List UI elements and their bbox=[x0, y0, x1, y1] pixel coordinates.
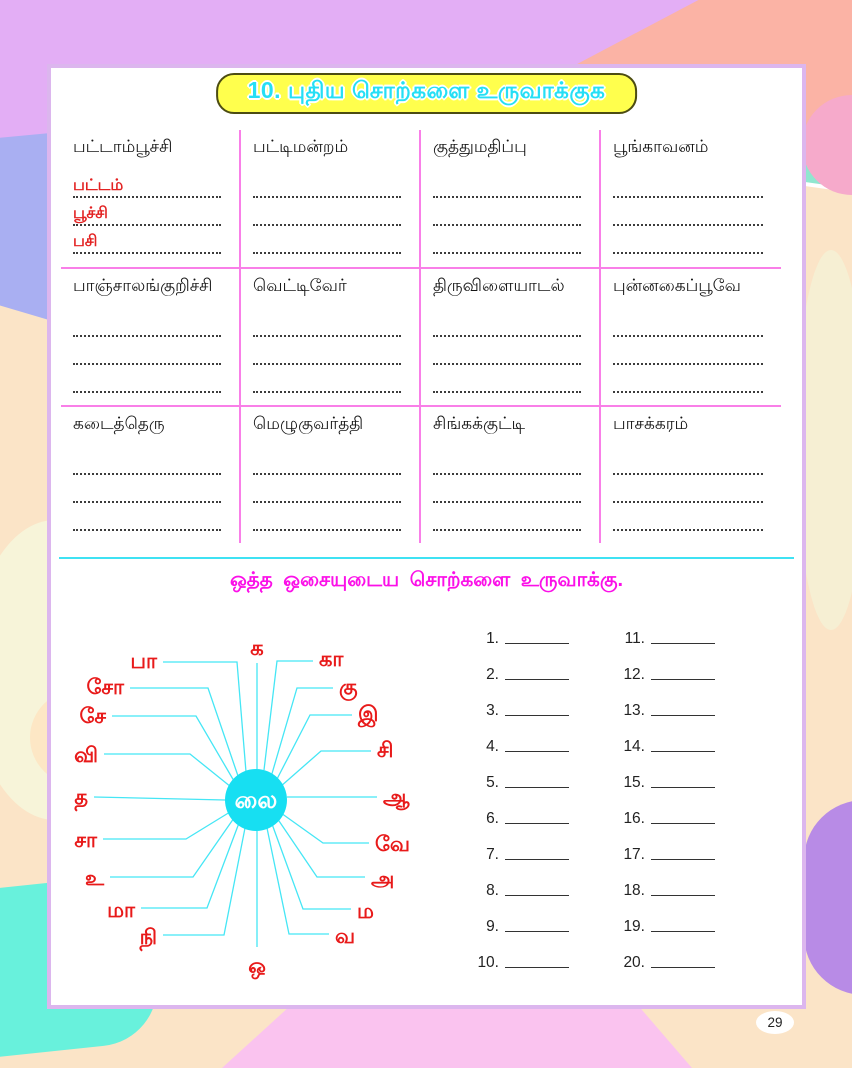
spoke-line bbox=[103, 812, 230, 839]
answer-line bbox=[253, 337, 401, 365]
blank-number: 14. bbox=[623, 738, 645, 755]
blank-item bbox=[471, 698, 569, 720]
blank-line bbox=[651, 787, 715, 788]
answer-line bbox=[433, 198, 581, 226]
blank-line bbox=[505, 823, 569, 824]
answer-line bbox=[433, 447, 581, 475]
blank-item bbox=[617, 698, 715, 720]
answer-line bbox=[613, 447, 763, 475]
spoke-line bbox=[110, 818, 234, 877]
word-cell bbox=[601, 130, 781, 267]
answers-column-1 bbox=[471, 626, 569, 986]
word-heading: கடைத்தெரு bbox=[73, 414, 165, 433]
blank-item bbox=[617, 626, 715, 648]
answer-line bbox=[253, 226, 401, 254]
spoke-line bbox=[267, 828, 329, 934]
answer-line bbox=[253, 309, 401, 337]
answer-line bbox=[613, 365, 763, 393]
answer-line bbox=[613, 337, 763, 365]
blank-number: 6. bbox=[486, 810, 499, 827]
blank-line bbox=[651, 679, 715, 680]
blank-item bbox=[471, 626, 569, 648]
blank-item bbox=[471, 734, 569, 756]
letter-label: வே bbox=[375, 833, 411, 856]
answers-list bbox=[471, 626, 715, 986]
blank-number: 12. bbox=[623, 666, 645, 683]
word-cell bbox=[241, 269, 421, 405]
blank-line bbox=[651, 643, 715, 644]
answer-line bbox=[73, 170, 221, 198]
blank-item bbox=[471, 878, 569, 900]
blank-item bbox=[471, 950, 569, 972]
spoke-line bbox=[272, 824, 351, 909]
word-row bbox=[61, 267, 781, 405]
blank-number: 1. bbox=[486, 630, 499, 647]
answer-line bbox=[73, 503, 221, 531]
answer-line bbox=[253, 365, 401, 393]
blank-item bbox=[471, 770, 569, 792]
answer-line bbox=[73, 198, 221, 226]
word-cell bbox=[61, 269, 241, 405]
letter-label: இ bbox=[358, 703, 379, 726]
spoke-line bbox=[163, 662, 246, 772]
word-row bbox=[61, 405, 781, 543]
blank-line bbox=[505, 895, 569, 896]
letter-label: வி bbox=[74, 744, 98, 767]
answer-line bbox=[73, 447, 221, 475]
answer-line bbox=[613, 309, 763, 337]
blank-line bbox=[505, 967, 569, 968]
blank-line bbox=[651, 859, 715, 860]
blank-line bbox=[505, 643, 569, 644]
answer-line bbox=[613, 475, 763, 503]
answer-line bbox=[253, 447, 401, 475]
word-heading: பூங்காவனம் bbox=[613, 137, 709, 156]
answers-column-2 bbox=[617, 626, 715, 986]
word-heading: பாஞ்சாலங்குறிச்சி bbox=[73, 276, 213, 295]
blank-number: 3. bbox=[486, 702, 499, 719]
blank-line bbox=[651, 715, 715, 716]
answer-line bbox=[613, 198, 763, 226]
spoke-line bbox=[112, 716, 234, 781]
page-title: 10. புதிய சொற்களை உருவாக்குக bbox=[247, 77, 606, 103]
word-heading: சிங்கக்குட்டி bbox=[433, 414, 526, 433]
blank-number: 7. bbox=[486, 846, 499, 863]
blank-line bbox=[651, 967, 715, 968]
answer-line bbox=[253, 170, 401, 198]
blank-item bbox=[617, 806, 715, 828]
answer-line bbox=[253, 475, 401, 503]
spoke-line bbox=[271, 688, 333, 777]
letter-label: கு bbox=[339, 676, 358, 699]
word-cell bbox=[601, 269, 781, 405]
word-cell bbox=[61, 407, 241, 543]
section-divider bbox=[59, 557, 794, 559]
blank-number: 19. bbox=[623, 918, 645, 935]
blank-number: 10. bbox=[477, 954, 499, 971]
center-letter: லை bbox=[234, 787, 278, 814]
answer-line bbox=[73, 309, 221, 337]
blank-item bbox=[617, 914, 715, 936]
blank-item bbox=[617, 878, 715, 900]
word-cell bbox=[421, 269, 601, 405]
spoke-line bbox=[276, 715, 352, 781]
blank-line bbox=[505, 787, 569, 788]
word-heading: பாசக்கரம் bbox=[613, 414, 689, 433]
blank-number: 9. bbox=[486, 918, 499, 935]
answer-line bbox=[613, 226, 763, 254]
letter-label: ஒ bbox=[248, 955, 266, 978]
blank-line bbox=[651, 931, 715, 932]
word-cell bbox=[61, 130, 241, 267]
answer-line bbox=[73, 475, 221, 503]
spoke-line bbox=[130, 688, 238, 776]
letter-label: சா bbox=[74, 829, 97, 852]
answer-text: பசி bbox=[73, 233, 98, 250]
blank-number: 5. bbox=[486, 774, 499, 791]
blank-item bbox=[471, 914, 569, 936]
blank-item bbox=[471, 842, 569, 864]
blank-item bbox=[617, 734, 715, 756]
answer-line bbox=[433, 170, 581, 198]
blank-item bbox=[617, 842, 715, 864]
blank-number: 11. bbox=[624, 630, 645, 647]
answer-text: பட்டம் bbox=[73, 177, 124, 194]
blank-number: 20. bbox=[623, 954, 645, 971]
word-heading: புன்னகைப்பூவே bbox=[613, 276, 741, 295]
answer-line bbox=[613, 170, 763, 198]
spoke-line bbox=[104, 754, 231, 787]
page-number: 29 bbox=[767, 1015, 783, 1030]
answer-line bbox=[433, 503, 581, 531]
letter-label: அ bbox=[371, 868, 395, 891]
blank-number: 16. bbox=[623, 810, 645, 827]
word-heading: குத்துமதிப்பு bbox=[433, 137, 527, 156]
blank-line bbox=[651, 895, 715, 896]
answer-line bbox=[433, 365, 581, 393]
blank-line bbox=[505, 751, 569, 752]
exercise2-heading: ஒத்த ஒசையுடைய சொற்களை உருவாக்கு. bbox=[229, 569, 624, 591]
word-heading: பட்டாம்பூச்சி bbox=[73, 137, 173, 156]
letter-label: க bbox=[250, 637, 264, 660]
answer-line bbox=[613, 503, 763, 531]
blank-item bbox=[617, 770, 715, 792]
answer-line bbox=[433, 337, 581, 365]
spoke-line bbox=[141, 823, 239, 908]
spoke-line bbox=[94, 797, 225, 800]
spoke-line bbox=[280, 751, 371, 787]
word-cell bbox=[421, 407, 601, 543]
letter-label: பா bbox=[130, 650, 157, 673]
word-heading: பட்டிமன்றம் bbox=[253, 137, 349, 156]
word-heading: மெழுகுவர்த்தி bbox=[253, 414, 364, 433]
letter-label: நி bbox=[139, 926, 157, 949]
word-heading: வெட்டிவேர் bbox=[253, 276, 347, 295]
word-heading: திருவிளையாடல் bbox=[433, 276, 565, 295]
deco-pink-bottom bbox=[222, 1008, 692, 1068]
answer-line bbox=[73, 226, 221, 254]
blank-item bbox=[617, 950, 715, 972]
word-row bbox=[61, 130, 781, 267]
word-cell bbox=[241, 130, 421, 267]
sound-diagram bbox=[47, 610, 477, 992]
letter-label: மா bbox=[107, 899, 135, 922]
blank-item bbox=[617, 662, 715, 684]
blank-number: 4. bbox=[486, 738, 499, 755]
word-cell bbox=[601, 407, 781, 543]
answer-line bbox=[433, 226, 581, 254]
answer-line bbox=[253, 503, 401, 531]
blank-line bbox=[505, 859, 569, 860]
blank-number: 13. bbox=[623, 702, 645, 719]
letter-label: சோ bbox=[86, 676, 124, 699]
word-grid bbox=[61, 130, 781, 543]
blank-line bbox=[651, 751, 715, 752]
blank-number: 15. bbox=[623, 774, 645, 791]
letter-label: வ bbox=[335, 925, 356, 948]
letter-label: த bbox=[74, 786, 88, 809]
answer-line bbox=[73, 365, 221, 393]
blank-number: 2. bbox=[486, 666, 499, 683]
blank-number: 17. bbox=[623, 846, 645, 863]
letter-label: கா bbox=[319, 648, 344, 671]
title-banner bbox=[216, 73, 638, 114]
blank-number: 18. bbox=[623, 882, 645, 899]
content-panel bbox=[47, 64, 806, 1009]
answer-text: பூச்சி bbox=[73, 205, 108, 222]
blank-line bbox=[505, 715, 569, 716]
blank-item bbox=[471, 662, 569, 684]
answer-line bbox=[73, 337, 221, 365]
letter-label: சே bbox=[79, 705, 106, 728]
blank-number: 8. bbox=[486, 882, 499, 899]
blank-line bbox=[651, 823, 715, 824]
answer-line bbox=[433, 309, 581, 337]
answer-line bbox=[433, 475, 581, 503]
deco-purple-bottom-right bbox=[804, 800, 852, 995]
spoke-line bbox=[163, 828, 245, 935]
word-cell bbox=[241, 407, 421, 543]
letter-label: சி bbox=[377, 739, 394, 762]
blank-line bbox=[505, 931, 569, 932]
letter-label: ம bbox=[357, 900, 374, 923]
page-number-badge bbox=[756, 1011, 794, 1034]
letter-label: ஆ bbox=[383, 786, 410, 809]
spoke-line bbox=[281, 813, 369, 843]
answer-line bbox=[253, 198, 401, 226]
blank-item bbox=[471, 806, 569, 828]
letter-label: உ bbox=[84, 867, 104, 890]
spoke-line bbox=[277, 818, 365, 877]
blank-line bbox=[505, 679, 569, 680]
word-cell bbox=[421, 130, 601, 267]
